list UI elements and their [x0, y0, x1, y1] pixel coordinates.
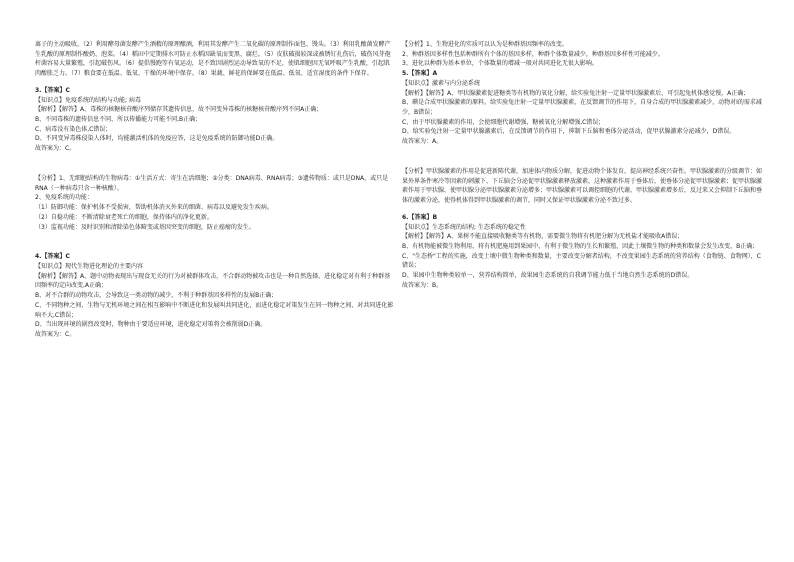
q6-line: D、果园中生物种类较单一，营养结构简单，故果园生态系统的自我调节能力低于当地自然生态系统的D错误。	[402, 272, 694, 280]
q3-answer: 3.【答案】C	[35, 86, 70, 94]
q3-line: 故答案为：C。	[35, 145, 76, 153]
q6-line: C、"生态桥"工程的实施，改变土壤中微生物种类和数量，主要改变分解者结构，不改变果园生态系统的营养结构（食物链、食物网），C错误；	[402, 252, 761, 270]
q3-analysis: （3）监视功能：及时识别和清除染色体畸变或基因突变的细胞，防止癌瘤的发生。	[35, 223, 255, 231]
q3-analysis: （2）自稳功能：不断清除衰老死亡的细胞，保持体内的净化更新。	[35, 213, 213, 221]
q4-analysis: 2、种群基因多样性包括种群所有个体的基因多样，种群个体数量减少，种群基因多样性可能减少。	[402, 50, 664, 58]
q5-knowledge: 【知识点】激素与内分泌系统	[402, 79, 481, 87]
q5-line: C、由于甲状腺激素的作用，会使细胞代谢增强，糖被氧化分解增强,C错误；	[402, 118, 605, 126]
q6-line: 【解析】【解答】A、果树不能直接吸收糖类等有机物，需要微生物将有机肥分解为无机盐才能吸收A错误；	[402, 233, 684, 241]
right-column	[402, 40, 762, 291]
q5-line: 【解析】【解答】A、甲状腺激素促进糖类等有机物的氧化分解，给实验兔注射一定量甲状腺激素后，可引起兔机体感觉慢，A正确；	[402, 89, 750, 97]
q5-line: D、给实验兔注射一定量甲状腺激素后，在反馈调节的作用下，抑制下丘脑和垂体分泌活动，促甲状腺激素分泌减少，D错误。	[402, 128, 736, 136]
q6-knowledge: 【知识点】生态系统的结构; 生态系统的稳定性	[402, 223, 526, 231]
left-column	[35, 40, 395, 340]
q4-analysis: 3、进化以种群为基本单位，个体数量的增减一般对共同进化无很大影响。	[402, 60, 598, 68]
q3-analysis: 【分析】1、无细胞结构的生物病毒：①生活方式：寄生在活细胞；②分类：DNA病毒、RNA病毒；③遗传物质：或只是DNA，或只是RNA（一种病毒只含一种核酸）。	[35, 174, 389, 192]
q4-line: 故答案为：C。	[35, 330, 76, 338]
q5-line: B、碘是合成甲状腺激素的原料，给实验兔注射一定量甲状腺激素，在反馈调节的作用下，自身合成的甲状腺激素减少，动物对I的需求减少，B错误；	[402, 99, 762, 117]
q3-analysis: （1）防御功能：保护机体不受损害，帮助机体消灭外来的细菌、病毒以及避免发生疾病。	[35, 204, 273, 212]
q4-line: C、不同物种之间，生物与无机环境之间在相互影响中不断进化和发展叫共同进化，而进化稳定对策发生在同一物种之间，对共同进化影响不大,C错误；	[35, 301, 394, 319]
q3-line: B、不同毒株的遗传信息不同，所以传播能力可能不同,B正确；	[35, 116, 202, 124]
q3-line: 【解析】【解答】A、毒株的核糖核苷酸序列储存其遗传信息，故不同变异毒株的核糖核苷酸序列不同A正确；	[35, 106, 323, 114]
q4-knowledge: 【知识点】现代生物进化理论的主要内容	[35, 262, 144, 270]
q4-analysis: 【分析】1、生物进化的实质可以认为是种群基因频率的改变。	[402, 41, 568, 48]
q6-line: B、有机物能被微生物利用，将有机肥施用到果园中，有利于微生物的生长和繁殖，因此土壤微生物的种类和数量会发生改变，B正确；	[402, 242, 759, 250]
q4-line: D、当出现环境的剧烈改变时，物种由于要适应环境，进化稳定对策将会被削弱D正确。	[35, 321, 267, 329]
q5-analysis: 【分析】甲状腺激素的作用是促进新陈代谢，加速体内物质分解，促进动物个体发育，提高神经系统兴奋性。甲状腺激素的分级调节：如果外界条件寒冷等因素的刺激下，下丘脑会分泌促甲状腺激素释放激素，这种激素作用于垂体后，使垂体分泌促甲状腺激素；促甲状腺激素作用于甲状腺，使甲状腺分泌甲状腺激素分泌增多；甲状腺激素可以调控细胞的代谢。甲状腺激素增多后，反过来又会抑制下丘脑和垂体的激素分泌，使得机体得到甲状腺激素的调节，同时又保证甲状腺激素分泌不致过多。	[402, 167, 763, 205]
q3-line: D、不同变异毒株侵染人体时，均能激活机体的免疫应答，这是免疫系统的防御功能D正确。	[35, 135, 279, 143]
paragraph-respiration-applications: 离子的主动吸收。（2）利用酵母菌发酵产生酒精的原理酿酒，利用其发酵产生二氧化碳的原理制作面包、馒头。（3）利用乳酸菌发酵产生乳酸的原理制作酸奶、泡菜。（4）稻田中定期排水可防止水稻因缺氧而变黑、腐烂。（5）皮肤破损较深或被锈钉扎伤后，破伤风芽孢杆菌容易大量繁殖，引起破伤风。（6）提倡慢跑等有氧运动，是不致因剧烈运动导致氧的不足，使肌细胞因无氧呼吸产生乳酸，引起肌肉酸胀乏力。（7）粮食要在低温、低氧、干燥的环境中保存。（8）果蔬、鲜花的保鲜要在低温、低氧、适宜湿度的条件下保存。	[35, 41, 391, 78]
q6-answer: 6.【答案】B	[402, 213, 438, 221]
q3-knowledge: 【知识点】免疫系统的结构与功能; 病毒	[35, 96, 141, 104]
q6-line: 故答案为：B。	[402, 281, 443, 289]
q4-line: B、对不合群的动物攻击，会导致这一类动物的减少，不利于种群基因多样性的发展B正确；	[35, 292, 278, 300]
q3-analysis: 2、免疫系统的功能：	[35, 194, 93, 202]
q3-line: C、病毒没有染色体,C错误；	[35, 125, 112, 133]
q5-answer: 5.【答案】A	[402, 70, 438, 78]
q4-answer: 4.【答案】C	[35, 253, 70, 261]
q4-line: 【解析】【解答】A、题中动物表现出与现食无关的行为对被群体攻击，不合群动物被攻击也是一种自然选择，进化稳定对有利于种群基因频率的定向改变,A正确；	[35, 272, 391, 290]
q5-line: 故答案为：A。	[402, 138, 443, 146]
